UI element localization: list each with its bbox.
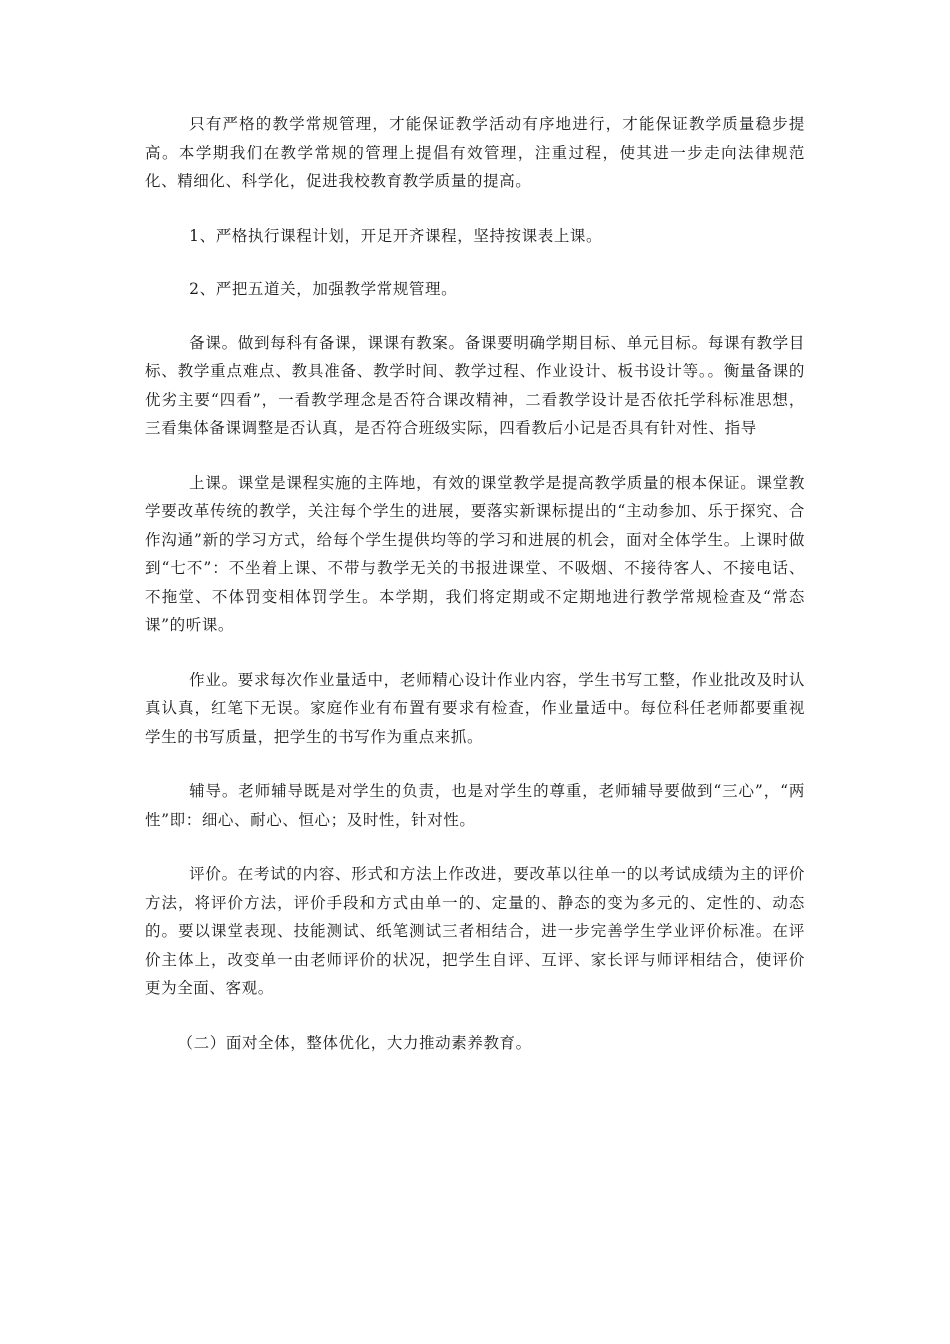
paragraph-intro: 只有严格的教学常规管理，才能保证教学活动有序地进行，才能保证教学质量稳步提高。本学期我们在教学常规的管理上提倡有效管理，注重过程，使其进一步走向法律规范化、精细化、科学化，促进我校教育教学质量的提高。 (145, 115, 805, 190)
paragraph-section-2: （二）面对全体，整体优化，大力推动素养教育。 (177, 1033, 532, 1052)
paragraph-lesson-prep: 备课。做到每科有备课，课课有教案。备课要明确学期目标、单元目标。每课有教学目标、教学重点难点、教具准备、教学时间、教学过程、作业设计、板书设计等。。衡量备课的优劣主要“四看”，一看教学理念是否符合课改精神，二看教学设计是否依托学科标准思想，三看集体备课调整是否认真，是否符合班级实际，四看教后小记是否具有针对性、指导 (145, 333, 805, 437)
paragraph-evaluation: 评价。在考试的内容、形式和方法上作改进，要改革以往单一的以考试成绩为主的评价方法，将评价方法，评价手段和方式由单一的、定量的、静态的变为多元的、定性的、动态的。要以课堂表现、技能测试、纸笔测试三者相结合，进一步完善学生学业评价标准。在评价主体上，改变单一由老师评价的状况，把学生自评、互评、家长评与师评相结合，使评价更为全面、客观。 (145, 865, 805, 997)
document-page (145, 110, 805, 1083)
paragraph-item-1: 1、严格执行课程计划，开足开齐课程，坚持按课表上课。 (189, 226, 603, 245)
paragraph-homework: 作业。要求每次作业量适中，老师精心设计作业内容，学生书写工整，作业批改及时认真认真，红笔下无误。家庭作业有布置有要求有检查，作业量适中。每位科任老师都要重视学生的书写质量，把学生的书写作为重点来抓。 (145, 670, 805, 746)
paragraph-class: 上课。课堂是课程实施的主阵地，有效的课堂教学是提高教学质量的根本保证。课堂教学要改革传统的教学，关注每个学生的进展，要落实新课标提出的“主动参加、乐于探究、合作沟通”新的学习方式，给每个学生提供均等的学习和进展的机会，面对全体学生。上课时做到“七不”：不坐着上课、不带与教学无关的书报进课堂、不吸烟、不接待客人、不接电话、不拖堂、不体罚变相体罚学生。本学期，我们将定期或不定期地进行教学常规检查及“常态课”的听课。 (145, 473, 805, 634)
paragraph-item-2: 2、严把五道关，加强教学常规管理。 (189, 280, 458, 298)
paragraph-tutoring: 辅导。老师辅导既是对学生的负责，也是对学生的尊重，老师辅导要做到“三心”，“两性”即：细心、耐心、恒心；及时性，针对性。 (145, 782, 805, 829)
